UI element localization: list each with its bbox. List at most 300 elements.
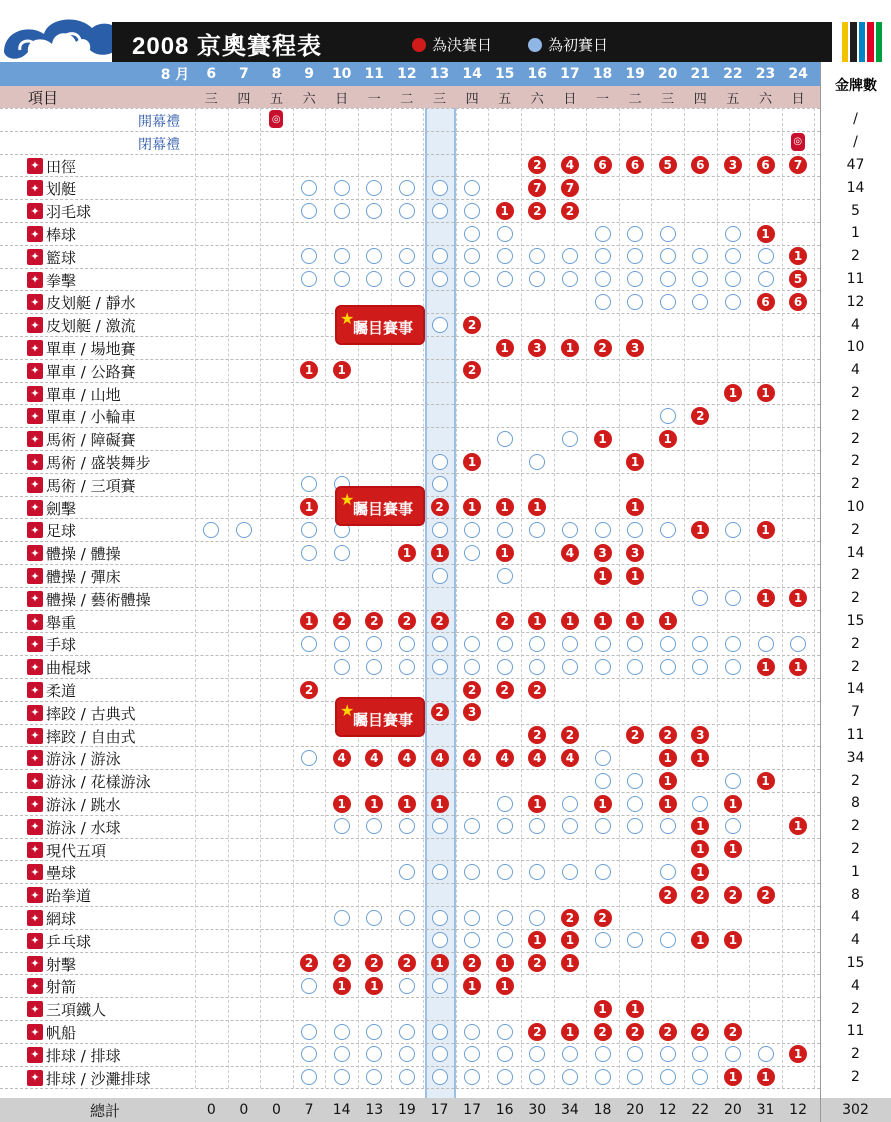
prelim-marker — [334, 818, 350, 834]
sport-name: 乒乓球 — [46, 932, 92, 951]
day-label: 15 — [494, 66, 515, 82]
final-marker: 1 — [724, 840, 742, 858]
sport-medals: 11 — [846, 270, 865, 287]
sport-name: 摔跤 / 古典式 — [46, 704, 136, 723]
final-marker: 1 — [594, 430, 612, 448]
sport-name: 皮划艇 / 激流 — [46, 317, 136, 336]
callout-label: 矚目賽事 — [352, 500, 413, 518]
final-marker: 3 — [626, 339, 644, 357]
final-marker: 2 — [691, 886, 709, 904]
final-marker: 1 — [463, 977, 481, 995]
prelim-marker — [692, 1069, 708, 1085]
final-marker: 4 — [561, 156, 579, 174]
sport-icon: ✦ — [27, 272, 43, 288]
prelim-marker — [464, 659, 480, 675]
sport-medals: 2 — [851, 430, 860, 447]
final-marker: 2 — [528, 954, 546, 972]
sport-medals: 8 — [851, 886, 860, 903]
sport-icon: ✦ — [27, 1070, 43, 1086]
total-cell: 31 — [756, 1102, 775, 1118]
final-marker: 1 — [463, 453, 481, 471]
prelim-marker — [464, 1069, 480, 1085]
sport-icon: ✦ — [27, 180, 43, 196]
prelim-marker — [725, 522, 741, 538]
header — [0, 0, 891, 62]
row-divider — [0, 952, 820, 953]
prelim-marker — [660, 1069, 676, 1085]
column-divider — [717, 108, 718, 1088]
column-divider — [293, 108, 294, 1088]
prelim-marker — [725, 226, 741, 242]
sport-name: 柔道 — [46, 682, 77, 700]
sport-icon: ✦ — [27, 842, 43, 858]
sport-medals: 14 — [846, 681, 865, 698]
sport-medals: 2 — [851, 521, 860, 538]
prelim-marker — [497, 910, 513, 926]
sport-icon: ✦ — [27, 340, 43, 356]
prelim-marker — [497, 796, 513, 812]
page-title: 2008 京奧賽程表 — [132, 33, 323, 60]
sport-name: 籃球 — [46, 248, 77, 267]
sport-medals: 1 — [851, 863, 860, 880]
final-marker: 5 — [789, 270, 807, 288]
prelim-marker — [432, 978, 448, 994]
sport-medals: 15 — [846, 954, 865, 971]
final-marker: 1 — [691, 817, 709, 835]
total-cell: 0 — [206, 1102, 216, 1118]
sport-icon: ✦ — [27, 568, 43, 584]
sport-medals: 2 — [851, 384, 860, 401]
final-marker: 1 — [431, 544, 449, 562]
final-marker: 1 — [691, 840, 709, 858]
sport-name: 羽毛球 — [46, 203, 92, 222]
final-marker: 4 — [561, 544, 579, 562]
prelim-marker — [334, 1069, 350, 1085]
prelim-marker — [660, 248, 676, 264]
weekday-label: 日 — [791, 91, 805, 107]
column-divider — [521, 108, 522, 1088]
prelim-marker — [595, 636, 611, 652]
weekday-label: 六 — [302, 91, 316, 107]
prelim-marker — [529, 864, 545, 880]
prelim-marker — [432, 476, 448, 492]
sport-medals: 14 — [846, 179, 865, 196]
prelim-marker — [334, 910, 350, 926]
prelim-marker — [432, 932, 448, 948]
prelim-marker — [301, 271, 317, 287]
row-divider — [0, 860, 820, 861]
prelim-marker — [464, 522, 480, 538]
prelim-marker — [432, 864, 448, 880]
prelim-marker — [627, 522, 643, 538]
sport-icon: ✦ — [27, 682, 43, 698]
sport-name: 排球 / 沙灘排球 — [46, 1069, 151, 1088]
sport-medals: 1 — [851, 225, 860, 242]
final-marker: 1 — [626, 612, 644, 630]
weekday-label: 三 — [661, 91, 675, 107]
highlight-callout — [335, 486, 425, 526]
final-marker: 1 — [431, 954, 449, 972]
prelim-marker — [497, 1024, 513, 1040]
sport-medals: 47 — [846, 156, 865, 173]
prelim-marker — [301, 180, 317, 196]
prelim-marker — [334, 1046, 350, 1062]
final-marker: 1 — [398, 544, 416, 562]
prelim-marker — [432, 910, 448, 926]
prelim-marker — [464, 818, 480, 834]
sport-name: 三項鐵人 — [46, 1001, 107, 1020]
prelim-marker — [334, 203, 350, 219]
prelim-marker — [464, 932, 480, 948]
prelim-marker — [464, 1046, 480, 1062]
sport-medals: 4 — [851, 316, 860, 333]
weekday-label: 日 — [335, 91, 349, 107]
sport-medals: 5 — [851, 202, 860, 219]
prelim-marker — [595, 932, 611, 948]
row-divider — [0, 678, 820, 679]
sport-icon: ✦ — [27, 203, 43, 219]
final-marker: 3 — [528, 339, 546, 357]
sport-icon: ✦ — [27, 386, 43, 402]
prelim-marker — [497, 271, 513, 287]
weekday-label: 五 — [269, 91, 283, 107]
prelim-marker — [399, 1024, 415, 1040]
prelim-marker — [464, 271, 480, 287]
final-marker: 7 — [789, 156, 807, 174]
sport-icon: ✦ — [27, 431, 43, 447]
sport-icon: ✦ — [27, 477, 43, 493]
prelim-marker — [595, 248, 611, 264]
prelim-marker — [627, 796, 643, 812]
prelim-marker — [529, 659, 545, 675]
prelim-marker — [595, 1046, 611, 1062]
sport-name: 馬術 / 障礙賽 — [46, 431, 136, 450]
column-divider — [619, 108, 620, 1088]
final-marker: 1 — [789, 658, 807, 676]
prelim-dot-icon — [528, 38, 542, 52]
total-cell: 12 — [789, 1102, 807, 1118]
sport-name: 單車 / 山地 — [46, 385, 121, 404]
prelim-marker — [562, 1046, 578, 1062]
final-marker: 2 — [333, 954, 351, 972]
final-marker: 3 — [463, 703, 481, 721]
column-divider — [749, 108, 750, 1088]
sport-medals: 2 — [851, 772, 860, 789]
final-marker: 2 — [594, 909, 612, 927]
final-marker: 1 — [561, 954, 579, 972]
sport-medals: 2 — [851, 590, 860, 607]
prelim-marker — [366, 1024, 382, 1040]
prelim-marker — [692, 659, 708, 675]
prelim-marker — [562, 636, 578, 652]
prelim-marker — [334, 636, 350, 652]
final-marker: 2 — [528, 202, 546, 220]
sport-icon: ✦ — [27, 226, 43, 242]
weekday-label: 六 — [530, 91, 544, 107]
prelim-marker — [432, 1024, 448, 1040]
final-marker: 1 — [333, 361, 351, 379]
row-divider — [0, 131, 820, 132]
final-marker: 1 — [757, 658, 775, 676]
prelim-marker — [692, 796, 708, 812]
legend-prelim-label: 為初賽日 — [548, 36, 609, 54]
sport-icon: ✦ — [27, 1001, 43, 1017]
final-marker: 2 — [561, 202, 579, 220]
final-marker: 2 — [496, 612, 514, 630]
prelim-marker — [692, 590, 708, 606]
prelim-marker — [432, 1069, 448, 1085]
final-marker: 2 — [659, 726, 677, 744]
final-marker: 1 — [496, 202, 514, 220]
prelim-marker — [497, 431, 513, 447]
day-label: 21 — [690, 66, 711, 82]
total-cell: 20 — [626, 1102, 644, 1118]
sport-icon: ✦ — [27, 819, 43, 835]
sport-medals: 2 — [851, 1000, 860, 1017]
prelim-marker — [399, 864, 415, 880]
sport-name: 游泳 / 花樣游泳 — [46, 773, 151, 792]
prelim-marker — [725, 773, 741, 789]
column-divider — [423, 108, 424, 1088]
final-marker: 1 — [691, 863, 709, 881]
sport-medals: 8 — [851, 795, 860, 812]
sport-name: 拳擊 — [46, 271, 77, 290]
sport-medals: 10 — [846, 339, 865, 356]
final-marker: 1 — [724, 795, 742, 813]
sport-name: 摔跤 / 自由式 — [46, 727, 136, 746]
day-label: 12 — [397, 66, 417, 82]
sport-medals: 2 — [851, 658, 860, 675]
prelim-marker — [595, 773, 611, 789]
sport-icon: ✦ — [27, 363, 43, 379]
prelim-marker — [432, 454, 448, 470]
weekday-label: 四 — [465, 91, 479, 107]
column-divider — [391, 108, 392, 1088]
final-marker: 2 — [626, 1023, 644, 1041]
prelim-marker — [432, 568, 448, 584]
column-divider — [358, 108, 359, 1088]
final-marker: 6 — [757, 293, 775, 311]
sport-name: 划艇 — [46, 180, 77, 199]
final-marker: 1 — [528, 612, 546, 630]
prelim-marker — [595, 1069, 611, 1085]
final-marker: 1 — [757, 225, 775, 243]
prelim-marker — [366, 659, 382, 675]
final-marker: 2 — [561, 726, 579, 744]
final-marker: 2 — [398, 954, 416, 972]
final-marker: 4 — [333, 749, 351, 767]
sport-icon: ✦ — [27, 249, 43, 265]
prelim-marker — [660, 271, 676, 287]
highlight-callout — [335, 305, 425, 345]
final-marker: 1 — [757, 1068, 775, 1086]
sport-medals: 2 — [851, 1068, 860, 1085]
prelim-marker — [627, 818, 643, 834]
prelim-marker — [529, 454, 545, 470]
final-marker: 2 — [691, 1023, 709, 1041]
row-divider — [0, 268, 820, 269]
prelim-marker — [790, 636, 806, 652]
prelim-marker — [366, 910, 382, 926]
day-label: 20 — [657, 66, 678, 82]
sport-name: 馬術 / 三項賽 — [46, 476, 136, 495]
prelim-marker — [497, 1046, 513, 1062]
prelim-marker — [464, 910, 480, 926]
total-cell: 13 — [365, 1102, 384, 1118]
day-label: 8 — [271, 66, 282, 82]
total-cell: 20 — [723, 1102, 742, 1118]
prelim-marker — [497, 659, 513, 675]
sport-icon: ✦ — [27, 454, 43, 470]
weekday-label: 二 — [400, 91, 414, 107]
weekday-label: 日 — [563, 91, 577, 107]
sport-name: 帆船 — [46, 1024, 77, 1042]
weekday-label: 五 — [726, 91, 740, 107]
final-marker: 2 — [333, 612, 351, 630]
final-marker: 1 — [691, 521, 709, 539]
final-marker: 2 — [528, 681, 546, 699]
sport-name: 跆拳道 — [46, 887, 92, 906]
final-marker: 1 — [659, 795, 677, 813]
day-label: 9 — [304, 66, 314, 82]
column-divider — [260, 108, 261, 1088]
prelim-marker — [399, 910, 415, 926]
ceremony-icon: ◎ — [791, 133, 805, 151]
prelim-marker — [497, 864, 513, 880]
prelim-marker — [562, 248, 578, 264]
prelim-marker — [660, 932, 676, 948]
final-marker: 2 — [594, 339, 612, 357]
prelim-marker — [595, 818, 611, 834]
prelim-marker — [562, 271, 578, 287]
total-cell: 17 — [463, 1102, 481, 1118]
weekday-label: 四 — [693, 91, 707, 107]
prelim-marker — [399, 818, 415, 834]
sport-medals: 2 — [851, 407, 860, 424]
prelim-marker — [529, 1069, 545, 1085]
prelim-marker — [399, 1046, 415, 1062]
prelim-marker — [334, 248, 350, 264]
column-divider — [325, 108, 326, 1088]
final-marker: 1 — [333, 977, 351, 995]
prelim-marker — [497, 932, 513, 948]
sport-medals: 4 — [851, 977, 860, 994]
final-marker: 1 — [365, 795, 383, 813]
prelim-marker — [399, 180, 415, 196]
prelim-marker — [595, 271, 611, 287]
final-marker: 7 — [528, 179, 546, 197]
prelim-marker — [497, 568, 513, 584]
prelim-marker — [758, 1046, 774, 1062]
final-marker: 2 — [528, 156, 546, 174]
column-divider — [684, 108, 685, 1088]
prelim-marker — [432, 522, 448, 538]
day-label: 19 — [625, 66, 645, 82]
prelim-marker — [301, 750, 317, 766]
sport-icon: ✦ — [27, 636, 43, 652]
final-marker: 1 — [594, 612, 612, 630]
prelim-marker — [464, 864, 480, 880]
prelim-marker — [627, 659, 643, 675]
sport-medals: 2 — [851, 248, 860, 265]
final-marker: 2 — [365, 954, 383, 972]
final-marker: 1 — [463, 498, 481, 516]
final-marker: 3 — [724, 156, 742, 174]
row-divider — [0, 564, 820, 565]
final-marker: 1 — [789, 1045, 807, 1063]
weekday-label: 三 — [432, 91, 446, 107]
final-marker: 1 — [496, 954, 514, 972]
final-marker: 2 — [431, 498, 449, 516]
row-divider — [0, 108, 820, 109]
final-marker: 2 — [561, 909, 579, 927]
final-marker: 1 — [594, 1000, 612, 1018]
day-label: 24 — [788, 66, 808, 82]
sport-icon: ✦ — [27, 728, 43, 744]
row-divider — [0, 906, 820, 907]
final-marker: 1 — [300, 498, 318, 516]
column-divider — [456, 108, 457, 1088]
prelim-marker — [497, 522, 513, 538]
prelim-marker — [529, 248, 545, 264]
total-cell: 16 — [495, 1102, 514, 1118]
prelim-marker — [595, 864, 611, 880]
final-marker: 3 — [691, 726, 709, 744]
final-marker: 6 — [789, 293, 807, 311]
medal-count-header: 金牌數 — [820, 62, 891, 108]
sport-icon: ✦ — [27, 158, 43, 174]
final-marker: 1 — [528, 795, 546, 813]
prelim-marker — [464, 636, 480, 652]
sport-medals: 2 — [851, 567, 860, 584]
sport-name: 足球 — [46, 522, 77, 541]
final-marker: 1 — [789, 247, 807, 265]
final-marker: 1 — [659, 612, 677, 630]
row-divider — [0, 769, 820, 770]
row-divider — [0, 199, 820, 200]
legend-final-label: 為決賽日 — [432, 36, 493, 54]
prelim-marker — [497, 226, 513, 242]
prelim-marker — [399, 248, 415, 264]
row-divider — [0, 245, 820, 246]
row-divider — [0, 997, 820, 998]
prelim-marker — [529, 522, 545, 538]
final-marker: 1 — [691, 931, 709, 949]
column-divider — [814, 108, 815, 1088]
prelim-marker — [399, 203, 415, 219]
total-cell: 19 — [397, 1102, 416, 1118]
total-label: 總計 — [90, 1102, 121, 1120]
prelim-marker — [366, 180, 382, 196]
final-marker: 1 — [431, 795, 449, 813]
final-marker: 2 — [431, 703, 449, 721]
sport-icon: ✦ — [27, 294, 43, 310]
total-cell: 30 — [528, 1102, 547, 1118]
total-cell: 0 — [272, 1102, 281, 1118]
prelim-marker — [595, 226, 611, 242]
prelim-marker — [529, 910, 545, 926]
row-divider — [0, 883, 820, 884]
prelim-marker — [627, 226, 643, 242]
prelim-marker — [301, 248, 317, 264]
final-marker: 5 — [659, 156, 677, 174]
prelim-marker — [627, 271, 643, 287]
sport-name: 排球 / 排球 — [46, 1046, 121, 1065]
final-marker: 2 — [724, 1023, 742, 1041]
final-marker: 1 — [659, 772, 677, 790]
sport-name: 皮划艇 / 靜水 — [46, 294, 136, 313]
prelim-marker — [399, 978, 415, 994]
